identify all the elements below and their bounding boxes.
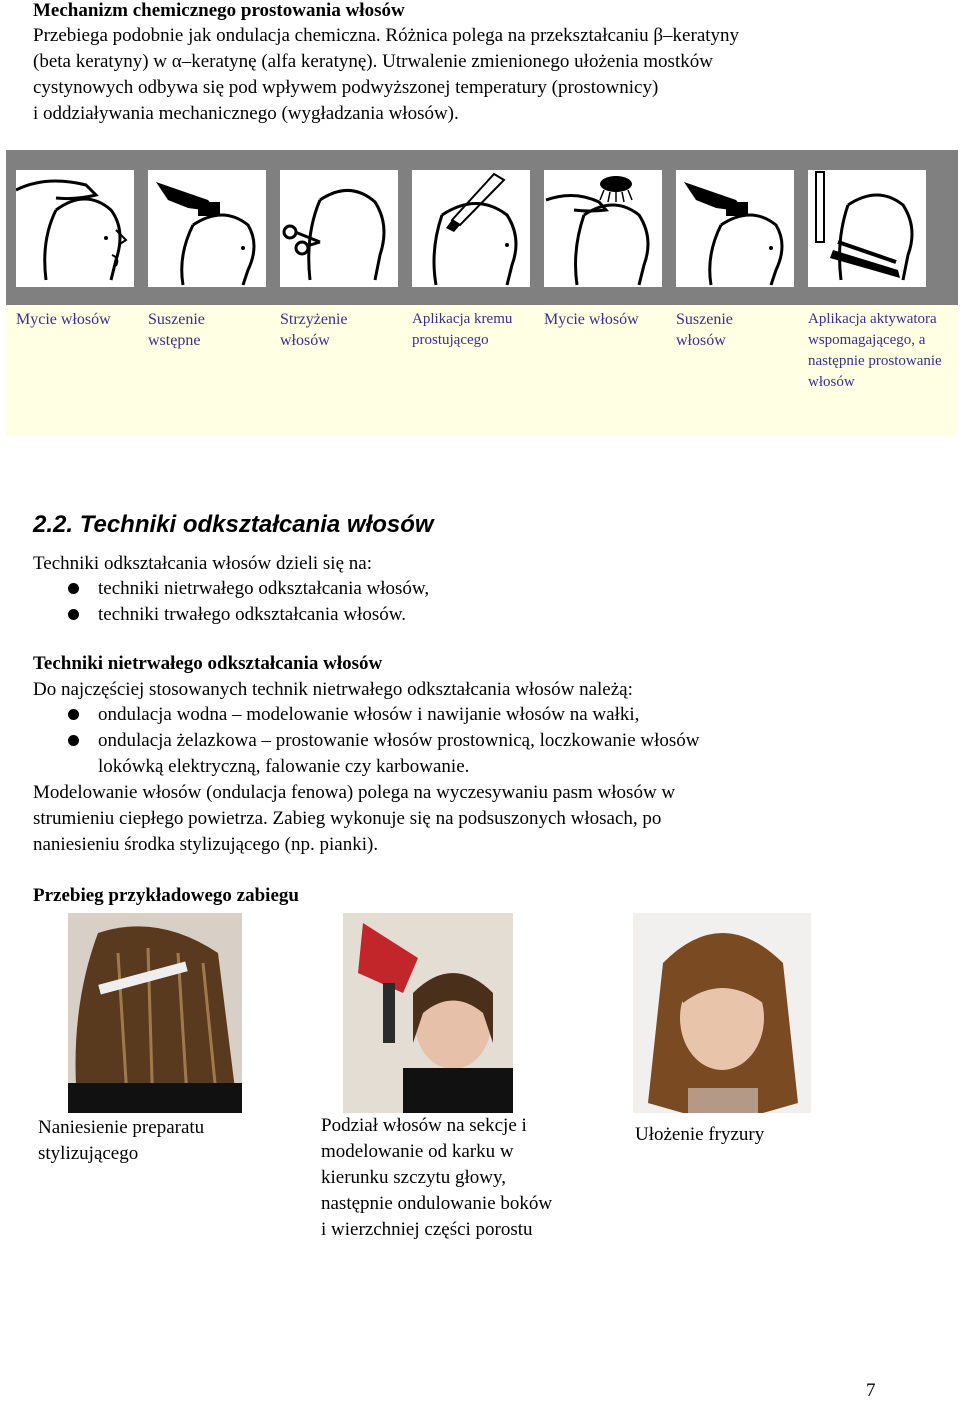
modeling-line-1: Modelowanie włosów (ondulacja fenowa) polega na wyczesywaniu pasm włosów w xyxy=(33,782,676,803)
bullet-water-waving: ondulacja wodna – modelowanie włosów i nawijanie włosów na wałki, xyxy=(98,704,640,725)
step-7-illustration xyxy=(808,170,926,287)
page-number: 7 xyxy=(866,1380,876,1401)
photo-blow-drying xyxy=(343,913,513,1113)
bullet-iron-waving-line-2: lokówką elektryczną, falowanie czy karbowanie. xyxy=(98,756,470,777)
photo-applying-product xyxy=(68,913,242,1113)
intro-line-3: cystynowych odbywa się pod wpływem podwyższonej temperatury (prostownicy) xyxy=(33,77,659,98)
bullet-icon xyxy=(68,583,79,594)
bullet-icon xyxy=(68,609,79,620)
temporary-intro: Do najczęściej stosowanych technik nietrwałego odkształcania włosów należą: xyxy=(33,679,633,700)
photo-1-caption-line: Naniesienie preparatu xyxy=(38,1117,205,1138)
photo-1-caption-line: stylizującego xyxy=(38,1143,139,1164)
procedure-illustration-strip xyxy=(6,150,958,305)
photo-2-caption-line: następnie ondulowanie boków xyxy=(321,1193,553,1214)
step-2-illustration xyxy=(148,170,266,287)
bullet-temporary: techniki nietrwałego odkształcania włosów, xyxy=(98,578,430,599)
intro-line-4: i oddziaływania mechanicznego (wygładzania włosów). xyxy=(33,103,459,124)
bullet-iron-waving-line-1: ondulacja żelazkowa – prostowanie włosów prostownicą, loczkowanie włosów xyxy=(98,730,700,751)
photo-2-caption-line: modelowanie od karku w xyxy=(321,1141,514,1162)
modeling-line-2: strumieniu ciepłego powietrza. Zabieg wykonuje się na podsuszonych włosach, po xyxy=(33,808,662,829)
photo-2-caption-line: i wierzchniej części porostu xyxy=(321,1219,533,1240)
photo-2-caption-line: Podział włosów na sekcje i xyxy=(321,1115,527,1136)
washing-hair-icon xyxy=(16,170,134,287)
photo-3-caption-line: Ułożenie fryzury xyxy=(635,1124,765,1145)
step-4-illustration xyxy=(412,170,530,287)
photo-2-caption xyxy=(321,1113,552,1243)
photo-1-caption xyxy=(38,1115,204,1167)
scissors-icon xyxy=(280,170,398,287)
temporary-heading: Techniki nietrwałego odkształcania włosów xyxy=(33,653,383,674)
mechanism-heading: Mechanizm chemicznego prostowania włosów xyxy=(33,0,405,21)
step-captions-row xyxy=(6,305,958,436)
photo-final-hairstyle xyxy=(633,913,811,1113)
photo-3-caption xyxy=(635,1122,764,1148)
intro-line-1: Przebiega podobnie jak ondulacja chemiczna. Różnica polega na przekształcaniu β–keratyny xyxy=(33,25,740,46)
step-4-label: Aplikacja kremu prostującego xyxy=(412,311,513,348)
step-5-illustration xyxy=(544,170,662,287)
section-heading: 2.2. Techniki odkształcania włosów xyxy=(33,511,434,538)
section-intro: Techniki odkształcania włosów dzieli się na: xyxy=(33,553,372,574)
step-2-label: Suszenie wstępne xyxy=(148,311,205,349)
hair-dryer-icon xyxy=(676,170,794,287)
step-1-illustration xyxy=(16,170,134,287)
bullet-icon xyxy=(68,735,79,746)
bullet-icon xyxy=(68,709,79,720)
modeling-line-3: naniesieniu środka stylizującego (np. pianki). xyxy=(33,834,379,855)
intro-line-2: (beta keratyny) w α–keratynę (alfa keratynę). Utrwalenie zmienionego ułożenia mostków xyxy=(33,51,713,72)
step-7-label: Aplikacja aktywatora wspomagającego, a następnie prostowanie włosów xyxy=(808,311,942,390)
step-3-label: Strzyżenie włosów xyxy=(280,311,348,349)
photo-2-caption-line: kierunku szczytu głowy, xyxy=(321,1167,507,1188)
hair-dryer-icon xyxy=(148,170,266,287)
step-6-label: Suszenie włosów xyxy=(676,311,733,349)
step-5-label: Mycie włosów xyxy=(544,311,639,328)
step-3-illustration xyxy=(280,170,398,287)
cream-applicator-icon xyxy=(412,170,530,287)
step-6-illustration xyxy=(676,170,794,287)
bullet-permanent: techniki trwałego odkształcania włosów. xyxy=(98,604,406,625)
flat-iron-icon xyxy=(808,170,926,287)
shower-head-icon xyxy=(544,170,662,287)
step-1-label: Mycie włosów xyxy=(16,311,111,328)
procedure-heading: Przebieg przykładowego zabiegu xyxy=(33,885,299,906)
